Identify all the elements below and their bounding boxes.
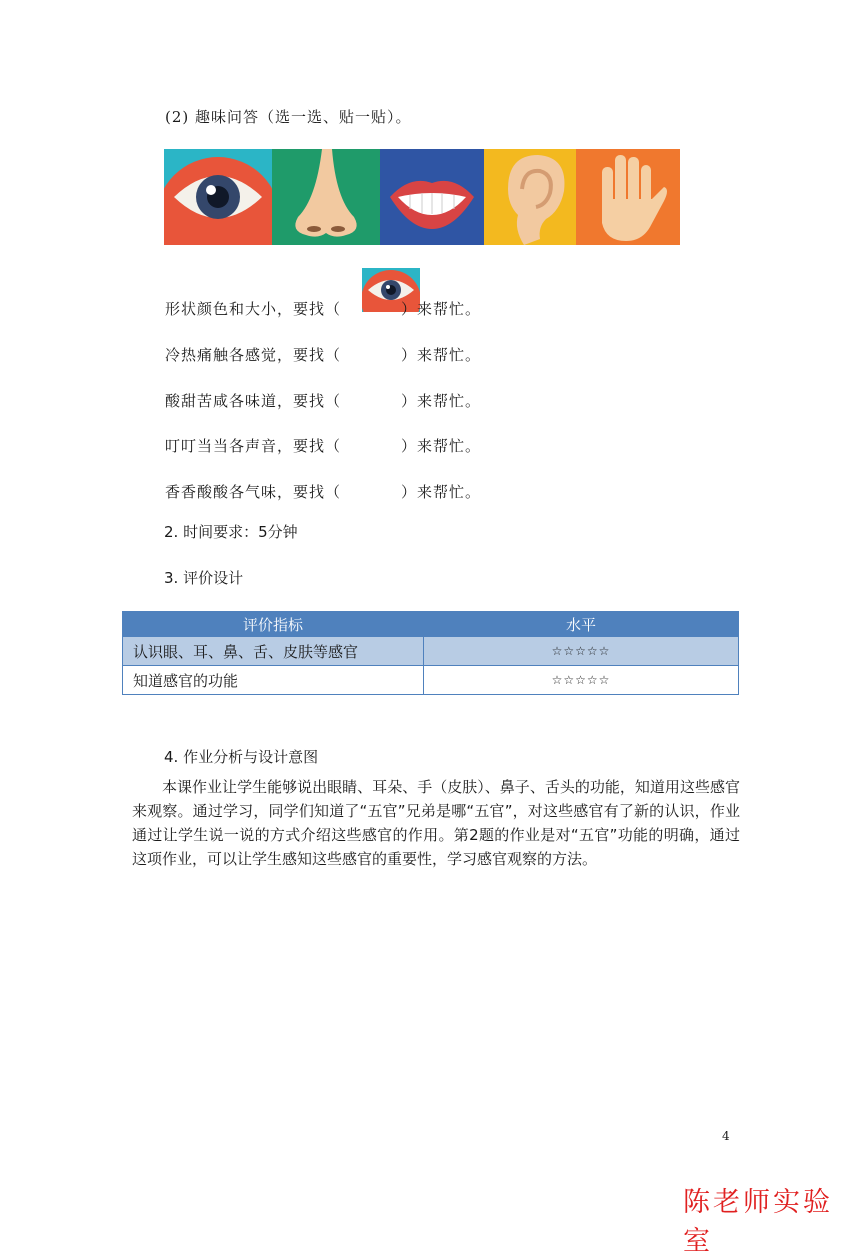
table-header-row (123, 612, 739, 637)
question-line-5: 香香酸酸各气味，要找（ ）来帮忙。 (165, 483, 482, 501)
question-line-2: 冷热痛触各感觉，要找（ ）来帮忙。 (165, 346, 482, 364)
column-header: 评价指标 (123, 612, 424, 637)
table-cell-item: 知道感官的功能 (123, 666, 424, 695)
table-row (123, 666, 739, 695)
eye-icon (164, 149, 272, 245)
question-line-4: 叮叮当当各声音，要找（ ）来帮忙。 (165, 437, 482, 455)
star-rating[interactable]: ☆☆☆☆☆ (424, 637, 739, 666)
analysis-paragraph: 本课作业让学生能够说出眼睛、耳朵、手（皮肤）、鼻子、舌头的功能，知道用这些感官来观察。通过学习，同学们知道了“五官”兄弟是哪“五官”，对这些感官有了新的认识，作业通过让学生说一说的方式介绍这些感官的作用。第2题的作业是对“五官”功能的明确，通过这项作业，可以让学生感知这些感官的重要性，学习感官观察的方法。 (132, 778, 740, 868)
sense-icons-row (164, 149, 680, 245)
evaluation-table (122, 611, 739, 695)
column-header: 水平 (424, 612, 739, 637)
evaluation-heading: 3. 评价设计 (164, 569, 244, 587)
nose-icon (272, 149, 380, 245)
question-line-3: 酸甜苦咸各味道，要找（ ）来帮忙。 (165, 392, 482, 410)
analysis-heading: 4. 作业分析与设计意图 (164, 748, 319, 766)
question-line-1: 形状颜色和大小，要找（ ）来帮忙。 (165, 300, 482, 318)
ear-icon (484, 149, 576, 245)
watermark: 陈老师实验室 (683, 1187, 833, 1257)
mouth-icon (380, 149, 484, 245)
star-rating[interactable]: ☆☆☆☆☆ (424, 666, 739, 695)
table-cell-item: 认识眼、耳、鼻、舌、皮肤等感官 (123, 637, 424, 666)
time-requirement: 2. 时间要求：5分钟 (164, 523, 298, 541)
question-title: (2) 趣味问答（选一选、贴一贴）。 (165, 108, 412, 126)
page-number: 4 (722, 1129, 730, 1143)
table-row (123, 637, 739, 666)
hand-icon (576, 149, 680, 245)
